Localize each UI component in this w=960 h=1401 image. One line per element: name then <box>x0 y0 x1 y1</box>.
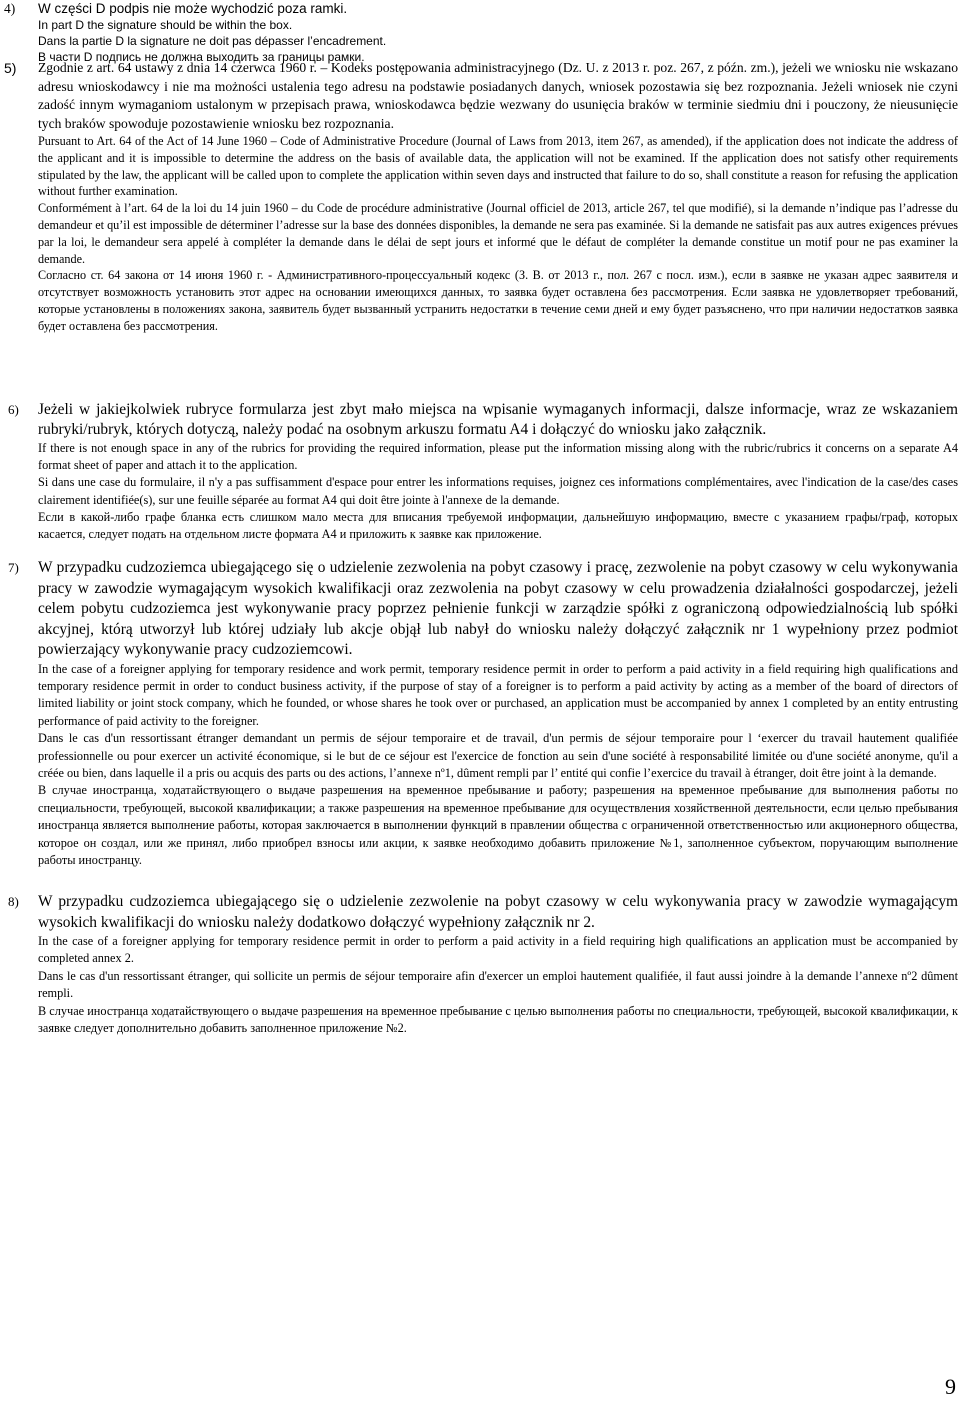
text-russian: В случае иностранца ходатайствующего о выдаче разрешения на временное пребывание с целью выполнения работы по специальности, требующей, высокой квалификации, к заявке следует дополнительно добавить заполненное приложение №2. <box>38 1003 958 1036</box>
note-text-block <box>38 59 958 335</box>
text-french: Dans la partie D la signature ne doit pas dépasser l’encadrement. <box>38 34 387 48</box>
text-french: Dans le cas d'un ressortissant étranger demandant un permis de séjour temporaire et de travail, d'un permis de séjour temporaire pour l ‘exercer du travail hautement qualifiée professionnelle ou pour exercer un activité économique, si le but de ce séjour est l'exercice de fonction au sein d'une société à responsabilité limitée ou d'une société anonyme, qu'il a créée ou bien, dans laquelle il a pris ou acquis des parts ou des actions, l’annexe nº1, dûment rempli par l’ entité qui confie l’exercice du travail à étranger, doit être joint à la demande. <box>38 731 958 780</box>
text-english: In part D the signature should be within the box. <box>38 18 293 32</box>
text-french: Conformément à l’art. 64 de la loi du 14 juin 1960 – du Code de procédure administrative (Journal officiel de 2013, article 267, tel que modifié), si la demande n’indique pas l’adresse du demandeur et qu’il est impossible de déterminer l’adresse sur la base des données disponibles, la demande ne sera pas examinée. Si la demande ne satisfait pas aux autres exigences prévues par la loi, le demandeur sera appelé à compléter la demande dans le délai de sept jours et informé que le défaut de compléter la demande constitue un motif pour ne pas examiner la demande. <box>38 201 958 266</box>
text-english: In the case of a foreigner applying for temporary residence permit in order to perform a paid activity in a field requiring high qualifications an application must be accompanied by completed annex 2. <box>38 934 958 966</box>
text-polish: W części D podpis nie może wychodzić poza ramki. <box>38 1 348 16</box>
item-number: 6) <box>8 402 19 417</box>
text-polish: Zgodnie z art. 64 ustawy z dnia 14 czerwca 1960 r. – Kodeks postępowania administracyjnego (Dz. U. z 2013 r. poz. 267, z późn. zm.), jeżeli we wniosku nie wskazano adresu wnioskodawcy i nie ma możności ustalenia tego adresu na podstawie posiadanych danych, wniosek pozostawia się bez rozpoznania. Jeżeli wniosek nie czyni zadość innym wymaganiom ustalonym w przepisach prawa, wnioskodawca będzie wezwany do usunięcia braków w terminie siedmiu dni i pouczony, że nieusunięcie tych braków spowoduje pozostawienie wniosku bez rozpoznania. <box>38 60 958 131</box>
text-english: Pursuant to Art. 64 of the Act of 14 June 1960 – Code of Administrative Procedure (Journal of Laws from 2013, item 267, as amended), if the application does not indicate the address of the applicant and it is impossible to determine the address on the basis of available data, the application will not be examined. If the application does not satisfy other requirements stipulated by the law, the applicant will be called upon to complete the application within seven days and instructed that failure to do so, shall constitute a reason for refusing the application without further examination. <box>38 134 958 199</box>
text-english: In the case of a foreigner applying for temporary residence and work permit, temporary residence permit in order to perform a paid activity in a field requiring high qualifications and temporary residence permit in order to conduct business activity, if the purpose of stay of a foreigner is to perform a paid activity by acting as a member of the board of directors of limited liability or joint stock company, which he founded, or whose shares he took over or purchased, an application must be accompanied by annex 1 completed by an entity entrusting performance of paid activity to the foreigner. <box>38 661 958 728</box>
item-number: 5) <box>4 60 17 76</box>
page-number: 9 <box>945 1374 956 1399</box>
text-french: Dans le cas d'un ressortissant étranger, qui sollicite un permis de séjour temporaire afin d'exercer un emploi hautement qualifiée, il faut aussi joindre à la demande l’annexe nº2 dûment rempli. <box>38 968 958 1001</box>
item-number: 8) <box>8 894 19 909</box>
text-russian: Если в какой-либо графе бланка есть слишком мало места для вписания требуемой информации, дальнейшую информацию, вместе с указанием графы/граф, которых касается, следует подать на отдельном листе формата A4 и приложить к заявке как приложение. <box>38 509 958 542</box>
text-polish: W przypadku cudzoziemca ubiegającego się o udzielenie zezwolenia na pobyt czasowy i pracę, zezwolenie na pobyt czasowy w celu wykonywania pracy w zawodzie wymagającym wysokich kwalifikacji oraz zezwolenia na pobyt czasowy w celu prowadzenia działalności gospodarczej, jeżeli celem pobytu cudzoziemca jest wykonywanie pracy poprzez pełnienie funkcji w zarządzie spółki z ograniczoną odpowiedzialnością lub spółki akcyjnej, którą utworzył lub której udziały lub akcje objął lub nabył do wniosku należy dołączyć załącznik nr 1 wypełniony przez podmiot powierzający wykonywanie pracy cudzoziemcowi. <box>38 559 958 658</box>
text-russian: В части D подпись не должна выходить за границы рамки. <box>38 50 365 64</box>
note-text-block <box>38 558 958 869</box>
text-polish: W przypadku cudzoziemca ubiegającego się o udzielenie zezwolenie na pobyt czasowy w celu wykonywania pracy w zawodzie wymagającym wysokich kwalifikacji do wniosku należy dodatkowo dołączyć wypełniony załącznik nr 2. <box>38 893 958 931</box>
item-number: 4) <box>4 1 16 16</box>
text-english: If there is not enough space in any of the rubrics for providing the required information, please put the information missing along with the rubric/rubrics it concerns on a separate A4 format sheet of paper and attach it to the application. <box>38 441 958 473</box>
note-text-block <box>38 400 958 543</box>
text-russian: В случае иностранца, ходатайствующего о выдаче разрешения на временное пребывание и работу; разрешения на временное пребывание для выполнения работы по специальности, требующей, высокой квалификации; а также разрешения на временное пребывание для осуществления хозяйственной деятельности, если целью пребывания иностранца является выполнение работы, которая заключается в выполнении функций в правлении общества с ограниченной ответственностью или акционерного общества, которое он создал, или же принял, либо приобрел взносы или акции, к заявке необходимо добавить приложение №1, заполненное субъектом, поручающим выполнение работы иностранцу. <box>38 783 958 867</box>
text-polish: Jeżeli w jakiejkolwiek rubryce formularza jest zbyt mało miejsca na wpisanie wymaganych informacji, dalsze informacje, wraz ze wskazaniem rubryki/rubryk, których dotyczą, należy podać na osobnym arkuszu formatu A4 i dołączyć do wniosku jako załącznik. <box>38 401 958 438</box>
text-french: Si dans une case du formulaire, il n'y a pas suffisamment d'espace pour entrer les informations requises, joignez ces informations complémentaires, avec l'indication de la case/des cases clairement identifiée(s), sur une feuille séparée au format A4 qui doit être jointe à l'annexe de la demande. <box>38 475 958 507</box>
item-number: 7) <box>8 560 19 575</box>
text-russian: Согласно ст. 64 закона от 14 июня 1960 г. - Административного-процессуальный кодекс (З. В. от 2013 г., пол. 267 с посл. изм.), если в заявке не указан адрес заявителя и отсутствует возможность установить этот адрес на основании имеющихся данных, то заявка будет оставлена без рассмотрения. Если заявка не удовлетворяет требований, которые установлены в положениях закона, заявитель будет вызванный устранить недостатки в течение семи дней и ему будет разъяснено, что при наличии недостатков заявка будет оставлена без рассмотрения. <box>38 268 958 333</box>
note-text-block <box>38 0 578 65</box>
note-text-block <box>38 892 958 1037</box>
